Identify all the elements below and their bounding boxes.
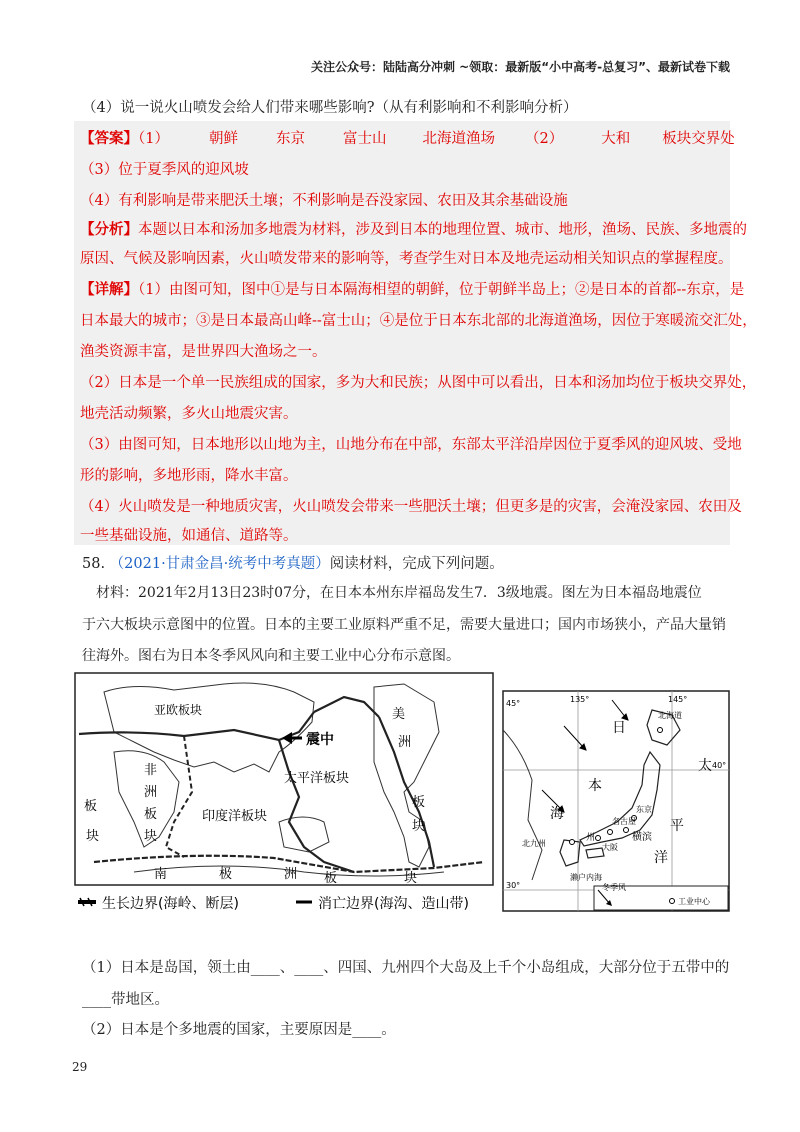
label-sea-1: 日 [612, 720, 626, 736]
detail-line-8: （4）火山喷发是一种地质灾害，火山喷发会带来一些肥沃土壤；但更多是的灾害，会淹没家园、农田及 [80, 499, 742, 515]
page-header: 关注公众号：陆陆高分冲刺 ~领取：最新版“小中高考-总复习”、最新试卷下载 [311, 60, 730, 74]
detail-line-6: （3）由图可知，日本地形以山地为主，山地分布在中部，东部太平洋沿岸因位于夏季风的迎风坡、受地 [80, 437, 742, 453]
detail-line-1 [80, 278, 744, 299]
answer-tag: 【答案】 [80, 130, 138, 147]
label-sea-3: 海 [550, 806, 564, 822]
label-america-3: 板 [412, 795, 426, 810]
lon-135: 135° [570, 695, 590, 704]
answer-item: 板块交界处 [662, 131, 735, 147]
label-antarctic-1: 南 [154, 867, 168, 882]
lat-30: 30° [506, 881, 521, 890]
label-inland-sea: 濑户内海 [570, 873, 602, 882]
lat-45: 45° [506, 699, 521, 708]
label-ocean-2: 平 [670, 818, 684, 834]
lon-145: 145° [668, 695, 688, 704]
label-sea-2: 本 [588, 778, 602, 794]
japan-map [502, 690, 730, 912]
answer-item: 富士山 [342, 131, 387, 147]
question-58 [82, 552, 504, 573]
material-line-1: 材料：2021年2月13日23时07分，在日本本州东岸福岛发生7．3级地震。图左为日本福岛地震位 [96, 585, 702, 601]
label-yokohama: 横滨 [632, 832, 652, 843]
analysis-line-1 [80, 218, 747, 239]
analysis-text: 本题以日本和汤加多地震为材料，涉及到日本的地理位置、城市、地形，渔场、民族、多地震的 [138, 222, 747, 238]
label-ocean-1: 太 [698, 758, 712, 774]
label-africa-1: 非 [144, 763, 158, 778]
answer-item: 大和 [601, 131, 631, 147]
material-line-2: 于六大板块示意图中的位置。日本的主要工业原料严重不足，需要大量进口；国内市场狭小，产品大量销 [82, 617, 726, 633]
answer-line-1 [80, 127, 735, 148]
legend-ind-label: 工业中心 [678, 897, 710, 906]
question-number: 58. [82, 556, 106, 572]
label-nagoya: 名古屋 [612, 817, 636, 826]
answer-item: （1） [138, 131, 169, 147]
detail-line-4: （2）日本是一个单一民族组成的国家，多为大和民族；从图中可以看出，日本和汤加均位于板块交界处， [80, 375, 757, 391]
label-antarctic-2: 极 [219, 867, 233, 882]
label-west-1: 板 [84, 799, 98, 814]
answer-item: （2） [524, 131, 564, 147]
label-indian: 印度洋板块 [202, 809, 268, 824]
label-antarctic-5: 块 [404, 871, 418, 886]
label-america-2: 洲 [398, 735, 412, 750]
question-source: （2021·甘肃金昌·统考中考真题） [109, 556, 330, 572]
label-hokkaido: 北海道 [658, 711, 682, 720]
lat-40: 40° [712, 761, 727, 770]
label-west-2: 块 [86, 829, 100, 844]
detail-line-7: 形的影响，多地形雨，降水丰富。 [80, 468, 298, 484]
material-line-3: 往海外。图右为日本冬季风风向和主要工业中心分布示意图。 [82, 648, 460, 664]
label-antarctic-3: 洲 [284, 867, 298, 882]
analysis-line-2: 原因、气候及影响因素，火山喷发带来的影响等，考查学生对日本及地壳运动相关知识点的掌握程度。 [80, 251, 733, 267]
label-pacific: 太平洋板块 [284, 771, 350, 786]
answer-item: 北海道渔场 [422, 131, 495, 147]
question-4-text: （4）说一说火山喷发会给人们带来哪些影响?（从有利影响和不利影响分析） [82, 100, 578, 116]
analysis-tag: 【分析】 [80, 221, 138, 238]
detail-line-9: 一些基础设施，如通信、道路等。 [80, 528, 298, 544]
detail-line-5: 地壳活动频繁，多火山地震灾害。 [80, 406, 298, 422]
detail-tag: 【详解】 [80, 281, 138, 298]
question-1-line-2: ____带地区。 [82, 992, 169, 1008]
legend-ind-symbol [670, 899, 675, 904]
label-tokyo: 东京 [636, 805, 652, 814]
plates-map [74, 672, 494, 918]
label-america-1: 美 [392, 707, 406, 722]
answer-line-2: （3）位于夏季风的迎风坡 [80, 162, 249, 178]
label-kitakyushu: 北九州 [522, 839, 546, 848]
label-africa-2: 洲 [144, 785, 158, 800]
question-1-line-1: （1）日本是岛国，领土由____、____、四国、九州四个大岛及上千个小岛组成，大部分位于五带中的 [82, 960, 730, 976]
label-eurasia: 亚欧板块 [154, 703, 203, 717]
legend-trench-label: 消亡边界(海沟、造山带) [318, 896, 469, 912]
question-2: （2）日本是个多地震的国家，主要原因是____。 [82, 1022, 396, 1038]
answer-item: 东京 [275, 131, 305, 147]
legend-ridge-label: 生长边界(海岭、断层) [102, 896, 239, 912]
answer-item: 朝鲜 [208, 131, 238, 147]
label-osaka: 大阪 [602, 843, 618, 852]
label-africa-3: 板 [144, 807, 158, 822]
detail-text: （1）由图可知，图中①是与日本隔海相望的朝鲜，位于朝鲜半岛上；②是日本的首都--东京，是 [138, 282, 745, 298]
detail-line-2: 日本最大的城市；③是日本最高山峰--富士山；④是位于日本东北部的北海道渔场，因位于寒暖流交汇处， [80, 313, 757, 329]
label-ocean-3: 洋 [654, 850, 668, 866]
label-antarctic-4: 板 [324, 871, 338, 886]
legend-wind-label: 冬季风 [602, 883, 626, 892]
label-america-4: 块 [412, 819, 426, 834]
label-quake: 震中 [306, 732, 334, 748]
detail-line-3: 渔类资源丰富，是世界四大渔场之一。 [80, 344, 327, 360]
answer-block [74, 121, 757, 545]
question-prompt: 阅读材料，完成下列问题。 [329, 556, 504, 572]
answer-line-3: （4）有利影响是带来肥沃土壤；不利影响是吞没家园、农田及其余基础设施 [80, 193, 568, 209]
label-africa-4: 块 [144, 829, 158, 844]
page-number: 29 [72, 1060, 88, 1074]
label-kyushu: 州 [586, 833, 596, 843]
